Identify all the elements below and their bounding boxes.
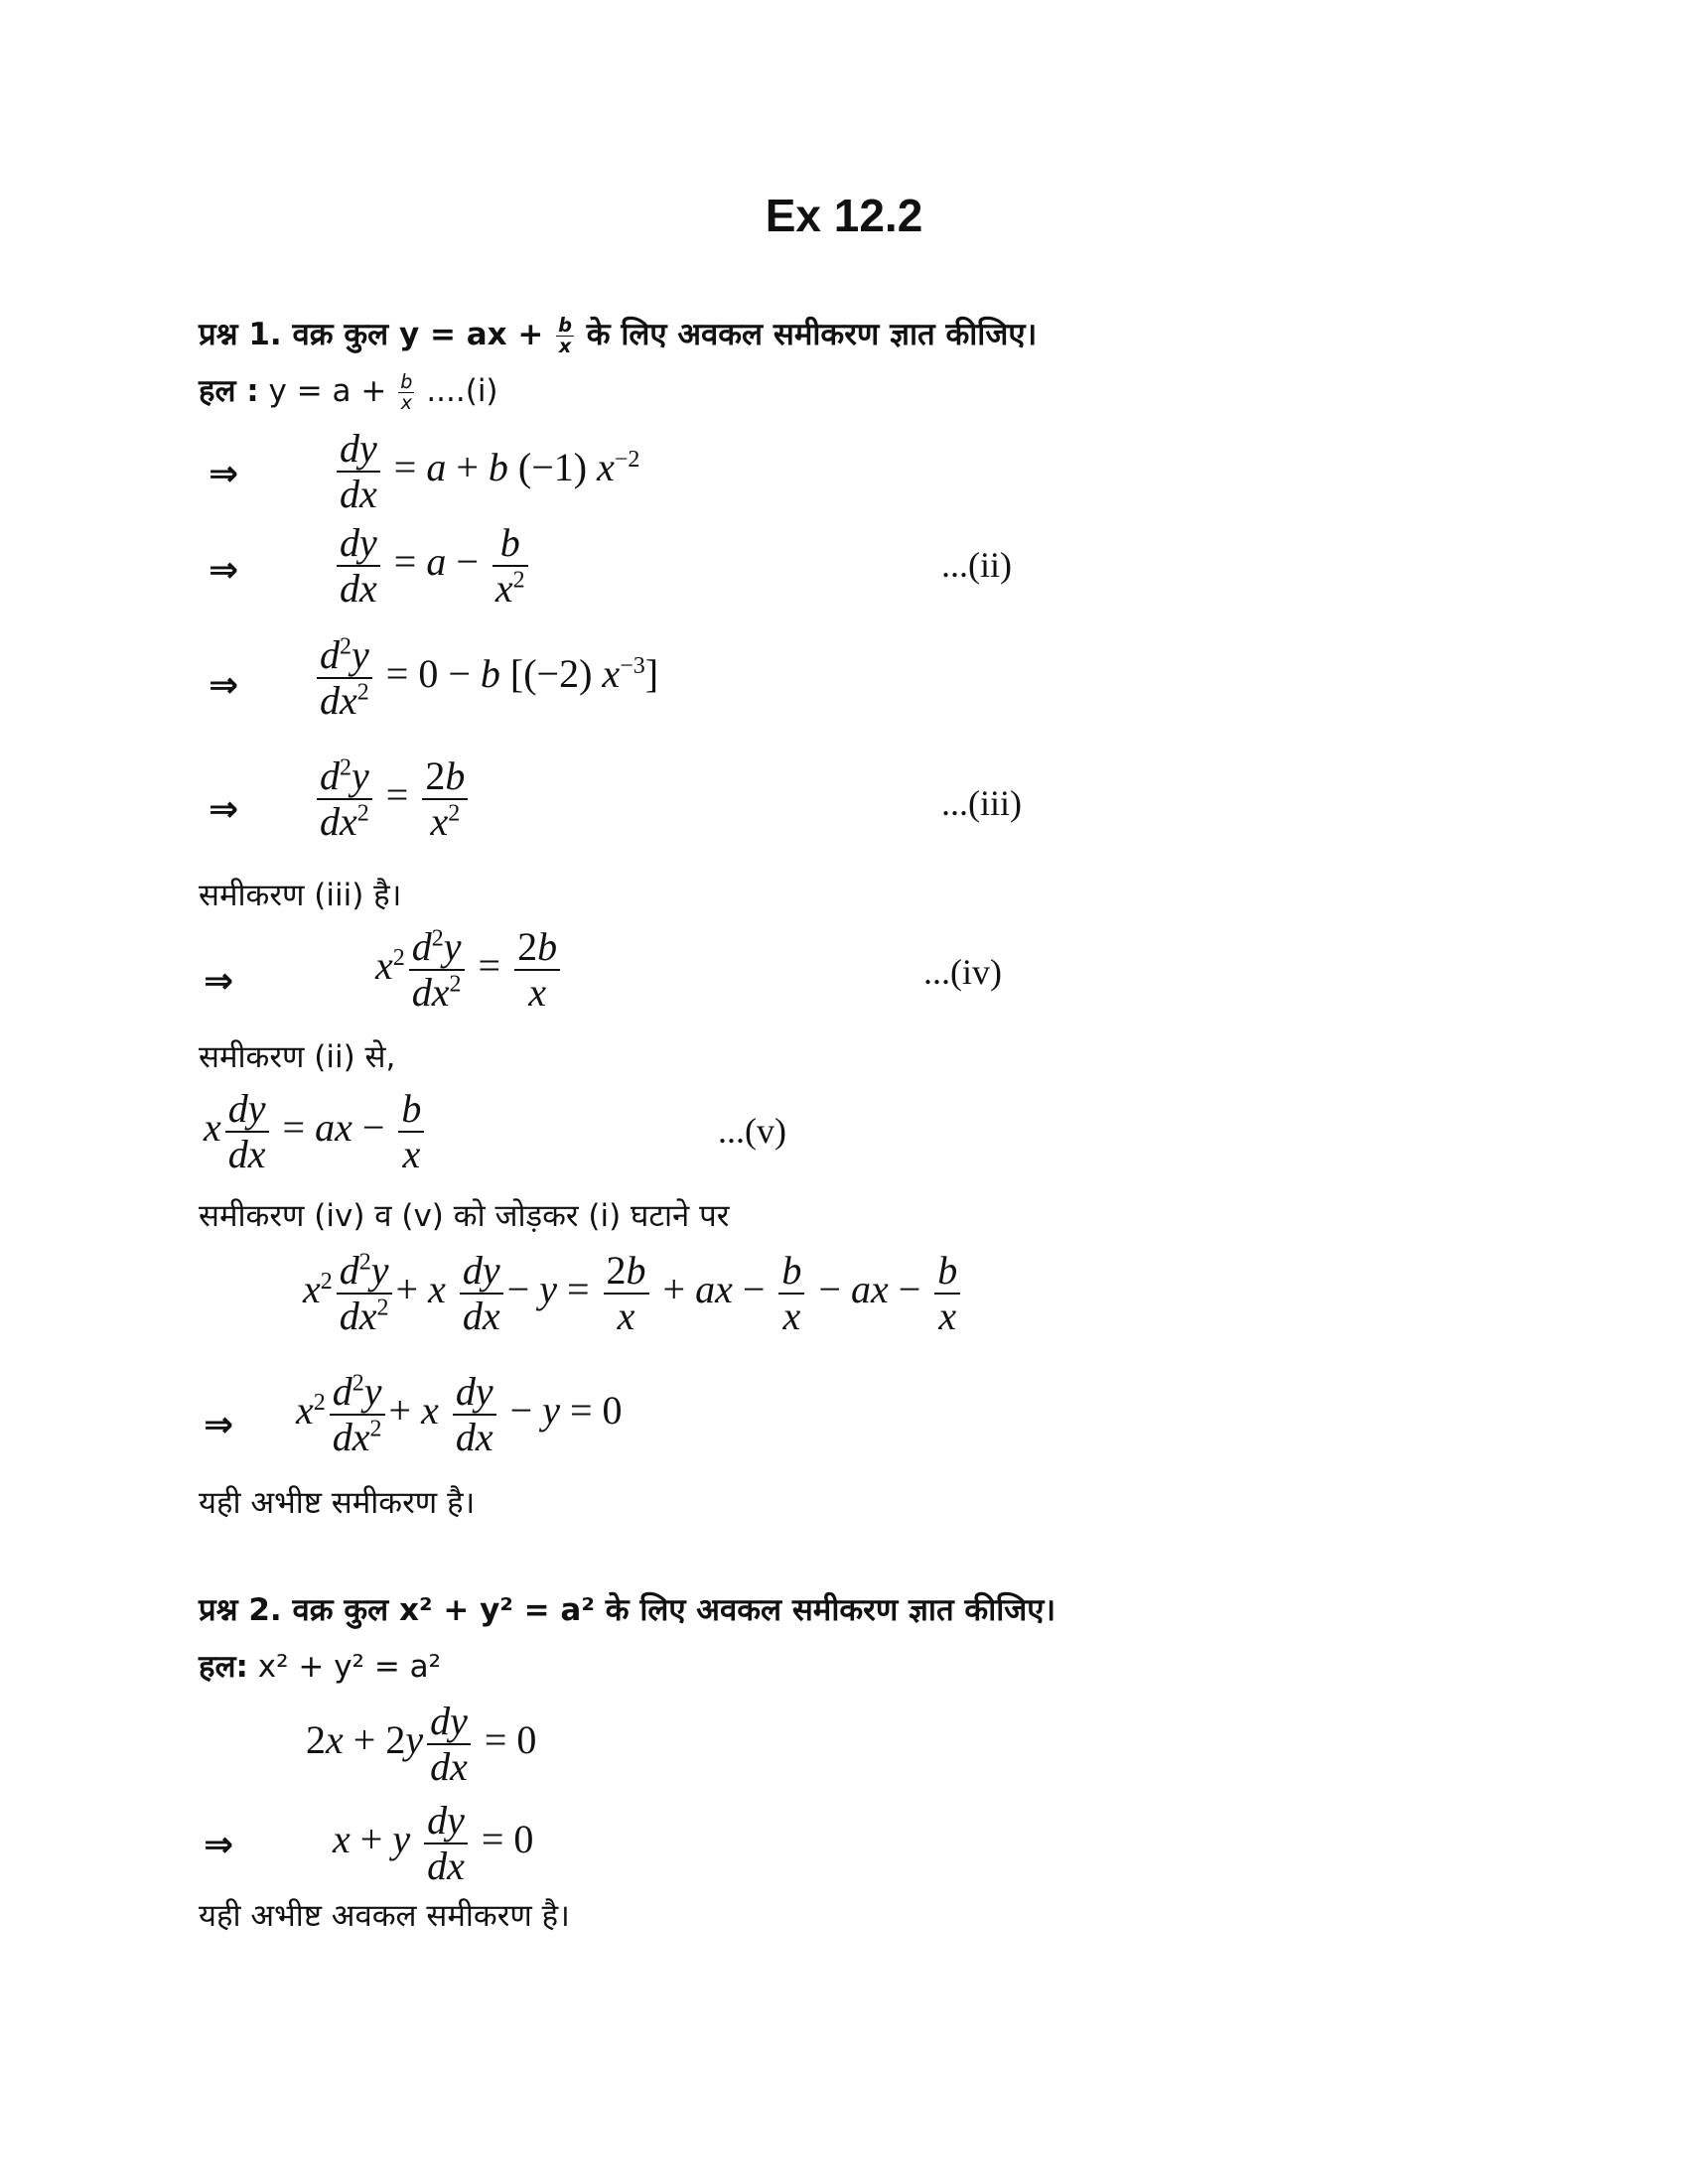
implies-arrow: ⇒ — [209, 665, 239, 706]
question-1-text-b: के लिए अवकल समीकरण ज्ञात कीजिए। — [586, 317, 1038, 352]
equation-step-5: $x^2$ $\frac{d^2y}{dx^2}$ = $\frac{2b}{x}$ — [375, 925, 564, 1015]
implies-arrow: ⇒ — [204, 1825, 234, 1865]
equation-step-2: $\frac{dy}{dx}$ = a − $\frac{b}{x^2}$ — [333, 521, 532, 611]
solution-1-line — [199, 369, 498, 413]
equation-step-3: $\frac{d^2y}{dx^2}$ = 0 − b [(−2) $x^{-3}$] — [313, 633, 658, 723]
solution-1-fraction: $\frac{b}{x}$ — [400, 369, 413, 414]
solution-1-label: हल : — [199, 373, 259, 409]
implies-arrow: ⇒ — [209, 789, 239, 830]
solution-2-text: x² + y² = a² — [257, 1649, 442, 1685]
conclusion-1: यही अभीष्ट समीकरण है। — [199, 1485, 476, 1521]
question-2-label: प्रश्न 2. — [199, 1592, 282, 1628]
page-title: Ex 12.2 — [765, 190, 923, 241]
solution-1-text-b: ....(i) — [426, 373, 498, 409]
implies-arrow: ⇒ — [204, 961, 234, 1002]
solution-2-label: हल: — [199, 1649, 248, 1685]
equation-step-8: $x^2$ $\frac{d^2y}{dx^2}$ + x $\frac{dy}{dx}$ − y = 0 — [296, 1369, 623, 1459]
note-add-equations: समीकरण (iv) व (v) को जोड़कर (i) घटाने पर — [199, 1198, 730, 1234]
question-1 — [199, 313, 1037, 356]
implies-arrow: ⇒ — [209, 550, 239, 591]
question-2-text: वक्र कुल x² + y² = a² के लिए अवकल समीकरण ज्ञात कीजिए। — [292, 1592, 1056, 1628]
equation-tag-iii: ...(iii) — [941, 783, 1022, 823]
question-1-text-a: वक्र कुल y = ax + — [292, 317, 544, 352]
equation-tag-v: ...(v) — [718, 1111, 786, 1151]
conclusion-2: यही अभीष्ट अवकल समीकरण है। — [199, 1898, 570, 1934]
equation-tag-ii: ...(ii) — [941, 545, 1012, 585]
note-equation-ii: समीकरण (ii) से, — [199, 1039, 396, 1075]
implies-arrow: ⇒ — [209, 454, 239, 494]
question-2 — [199, 1588, 1055, 1630]
implies-arrow: ⇒ — [204, 1405, 234, 1445]
equation-q2-step-2: x + y $\frac{dy}{dx}$ = 0 — [333, 1798, 534, 1888]
equation-step-1: $\frac{dy}{dx}$ = a + b (−1) $x^{-2}$ — [333, 427, 639, 516]
solution-2-line — [199, 1645, 441, 1687]
question-1-fraction: $\frac{b}{x}$ — [558, 313, 572, 357]
equation-step-6: x $\frac{dy}{dx}$ = ax − $\frac{b}{x}$ — [204, 1087, 428, 1176]
equation-step-7: $x^2$ $\frac{d^2y}{dx^2}$ + x $\frac{dy}{dx}$ − y = $\frac{2b}{x}$ + ax − $\frac{b}{x}$ − ax − $\frac{b}{x}$ — [303, 1249, 964, 1338]
note-equation-iii: समीकरण (iii) है। — [199, 878, 402, 913]
equation-step-4: $\frac{d^2y}{dx^2}$ = $\frac{2b}{x^2}$ — [313, 754, 472, 844]
solution-1-text-a: y = a + — [268, 373, 387, 409]
equation-tag-iv: ...(iv) — [923, 952, 1002, 992]
equation-q2-step-1: 2x + 2y $\frac{dy}{dx}$ = 0 — [306, 1699, 537, 1789]
question-1-label: प्रश्न 1. — [199, 317, 282, 352]
